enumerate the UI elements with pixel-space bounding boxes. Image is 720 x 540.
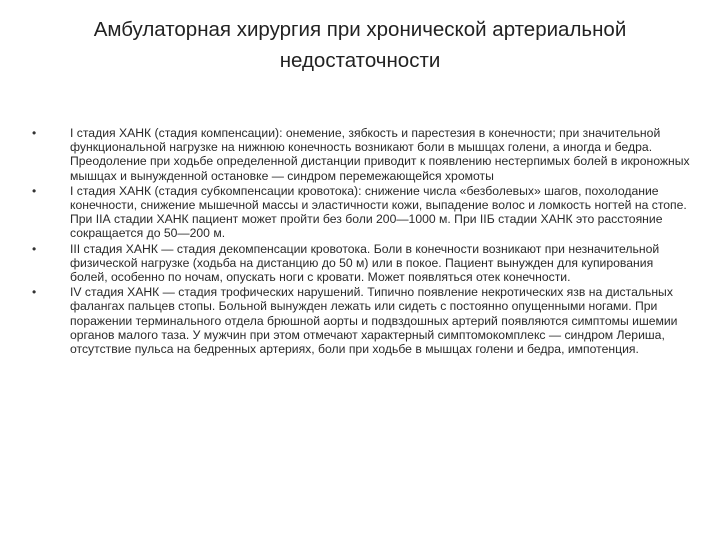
list-item [30, 184, 690, 241]
list-item-text: IV стадия ХАНК — стадия трофических нарушений. Типично появление некротических язв на дистальных фалангах пальцев стопы. Больной вынужден лежать или сидеть с постоянно опущенными ногами. При поражении терминального отдела брюшной аорты и подвздошных артерий появляются симптомы ишемии органов малого таза. У мужчин при этом отмечают характерный симптомокомплекс — синдром Лериша, отсутствие пульса на бедренных артериях, боли при ходьбе в мышцах голени и бедра, импотенция. [70, 285, 678, 357]
bullet-icon: • [32, 183, 37, 198]
list-item-text: I стадия ХАНК (стадия субкомпенсации кровотока): снижение числа «безболевых» шагов, похолодание конечности, снижение мышечной массы и эластичности кожи, выпадение волос и ломкость ногтей на стопе. При IIА стадии ХАНК пациент может пройти без боли 200—1000 м. При IIБ стадии ХАНК это расстояние сокращается до 50—200 м. [70, 183, 687, 241]
bullet-list [30, 126, 690, 356]
bullet-icon: • [32, 285, 37, 300]
bullet-icon: • [32, 126, 37, 140]
list-item-text: I стадия ХАНК (стадия компенсации): онемение, зябкость и парестезия в конечности; при значительной функциональной нагрузке на нижнюю конечность возникают боли в мышцах голени, а иногда и бедра. Преодоление при ходьбе определенной дистанции приводит к появлению нестерпимых болей в икроножных мышцах и вынужденной остановке — синдром перемежающейся хромоты [70, 126, 690, 183]
bullet-icon: • [32, 241, 37, 256]
list-item [30, 242, 690, 285]
slide-title: Амбулаторная хирургия при хронической артериальной недостаточности [93, 18, 627, 72]
list-item [30, 285, 690, 356]
list-item [30, 126, 690, 183]
list-item-text: III стадия ХАНК — стадия декомпенсации кровотока. Боли в конечности возникают при незначительной физической нагрузке (ходьба на дистанцию до 50 м) или в покое. Пациент вынужден для купирования болей, особенно по ночам, опускать ноги с кровати. Может появляться отек конечности. [70, 241, 660, 285]
